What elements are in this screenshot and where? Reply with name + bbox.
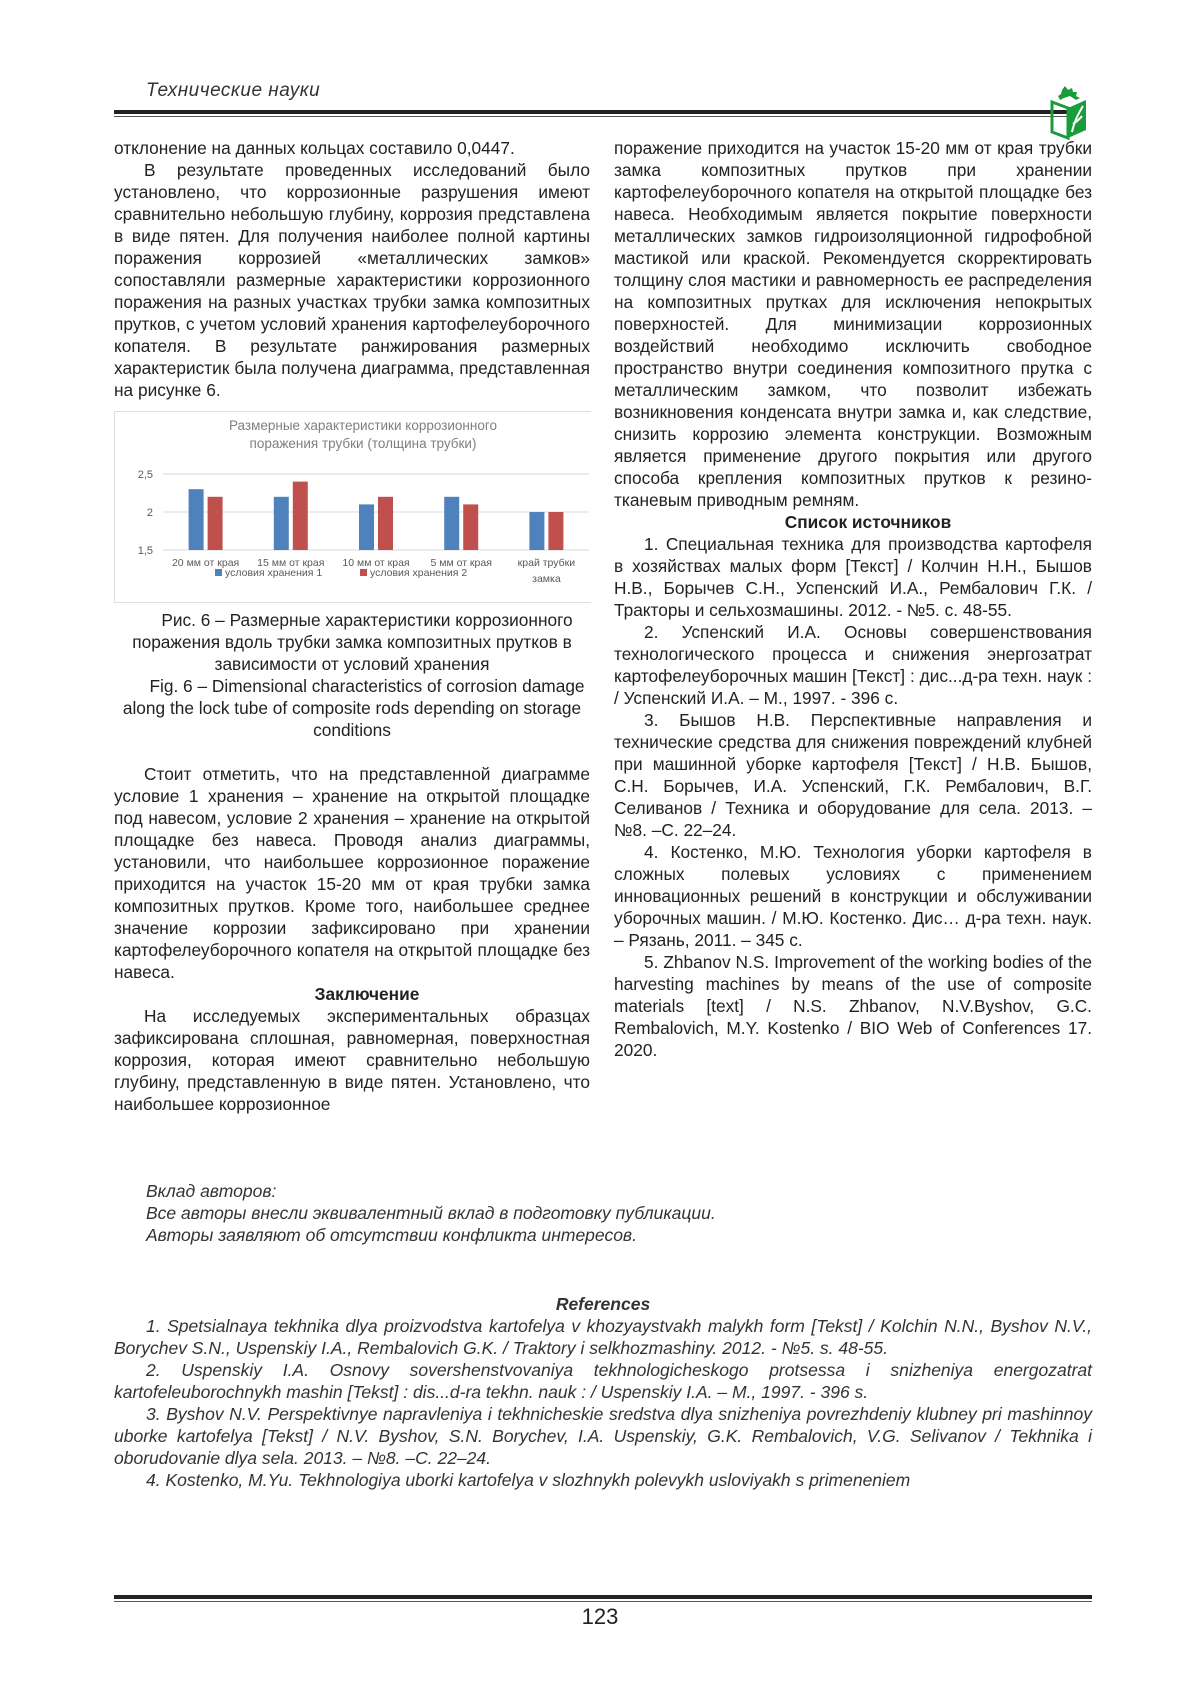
reference-item: 1. Специальная техника для производства картофеля в хозяйствах малых форм [Текст] / Колчин Н.Н., Бышов Н.В., Борычев С.Н., Успенский И.А., Рембалович Г.К. / Тракторы и сельхозмашины. 2012. - №5. с. 48-55. — [614, 534, 1092, 620]
y-tick-label: 2,5 — [137, 469, 153, 481]
x-tick-label: 10 мм от края — [342, 557, 410, 569]
conflict-of-interest: Авторы заявляют об отсутствии конфликта интересов. — [146, 1225, 637, 1245]
bar-1 — [189, 489, 204, 550]
x-tick-label: 5 мм от края — [430, 557, 492, 569]
right-column — [614, 137, 1092, 1061]
reference-item: 3. Бышов Н.В. Перспективные направления и технические средства для снижения повреждений клубней при машинной уборке картофеля [Текст] / Н.В. Бышов, С.Н. Борычев, И.А. Успенский, Г.К. Рембалович, В.Г. Селиванов / Техника и оборудование для села. 2013. – №8. –С. 22–24. — [614, 710, 1092, 840]
references-en-heading: References — [555, 1294, 651, 1314]
references-heading: Список источников — [784, 512, 952, 532]
y-tick-label: 2 — [146, 507, 153, 519]
left-column — [114, 137, 590, 1115]
x-tick-label: край трубки — [517, 557, 576, 569]
legend-label: условия хранения 1 — [225, 567, 323, 579]
y-tick-label: 1,5 — [137, 545, 153, 557]
legend-swatch — [360, 569, 367, 576]
bar-1 — [529, 512, 544, 550]
bar-1 — [274, 497, 289, 550]
references-en — [114, 1293, 1092, 1491]
legend-label: условия хранения 2 — [370, 567, 468, 579]
bar-2 — [378, 497, 393, 550]
reference-en-item: 3. Byshov N.V. Perspektivnye napravleniya i tekhnicheskie sredstva dlya snizheniya povrezhdeniy klubney pri mashinnoy uborke kartofelya [Tekst] / N.V. Byshov, S.N. Borychev, I.A. Uspenskiy, G.K. Rembalovich, V.G. Selivanov / Tekhnika i oborudovanie dlya sela. 2013. – №8. –C. 22–24. — [114, 1404, 1092, 1468]
chart-title: поражения трубки (толщина трубки) — [249, 436, 477, 451]
conclusion-heading: Заключение — [314, 984, 420, 1004]
bar-1 — [359, 504, 374, 550]
figure-caption-en: Fig. 6 – Dimensional characteristics of corrosion damage along the lock tube of composite rods depending on storage conditions — [122, 676, 585, 740]
footer-rule-thin — [114, 1601, 1092, 1602]
author-contribution-text: Все авторы внесли эквивалентный вклад в подготовку публикации. — [146, 1203, 716, 1223]
footer-rule — [114, 1595, 1092, 1599]
legend-swatch — [215, 569, 222, 576]
bar-2 — [293, 482, 308, 550]
reference-item: 2. Успенский И.А. Основы совершенствования технологического процесса и снижения энергозатрат картофелеуборочных машин [Текст] : дис...д-ра техн. наук : / Успенский И.А. – М., 1997. - 396 с. — [614, 622, 1092, 708]
x-tick-label: 15 мм от края — [257, 557, 325, 569]
journal-section-title: Технические науки — [146, 80, 321, 101]
header-rule — [114, 110, 1078, 114]
paragraph: В результате проведенных исследований было установлено, что коррозионные разрушения имеют сравнительно небольшую глубину, коррозия представлена в виде пятен. Для получения наиболее полной картины поражения коррозией «металлических замков» сопоставляли размерные характеристики коррозионного поражения на разных участках трубки замка композитных прутков, с учетом условий хранения картофелеуборочного копателя. В результате ранжирования размерных характеристик была получена диаграмма, представленная на рисунке 6. — [114, 160, 590, 400]
chart-title: Размерные характеристики коррозионного — [229, 418, 497, 433]
page-number: 123 — [581, 1604, 619, 1629]
x-tick-label: замка — [532, 573, 561, 585]
paragraph: Стоит отметить, что на представленной диаграмме условие 1 хранения – хранение на открытой площадке под навесом, условие 2 хранения – хранение на открытой площадке без навеса. Проводя анализ диаграммы, установили, что наибольшее коррозионное поражение приходится на участок 15-20 мм от края трубки замка композитных прутков. Кроме того, наибольшее среднее значение коррозии зафиксировано при хранении картофелеуборочного копателя на открытой площадке без навеса. — [114, 764, 590, 982]
header-rule-thin — [114, 116, 1078, 117]
x-tick-label: 20 мм от края — [171, 557, 240, 569]
journal-logo-icon — [1048, 84, 1092, 140]
author-contribution-label: Вклад авторов: — [146, 1181, 277, 1201]
reference-en-item: 1. Spetsialnaya tekhnika dlya proizvodstva kartofelya v khozyaystvakh malykh form [Tekst] / Kolchin N.N., Byshov N.V., Borychev S.N., Uspenskiy I.A., Rembalovich G.K. / Traktory i selkhozmashiny. 2012. - №5. s. 48-55. — [114, 1316, 1092, 1358]
reference-item: 5. Zhbanov N.S. Improvement of the working bodies of the harvesting machines by means of the use of composite materials [text] / N.S. Zhbanov, N.V.Byshov, G.C. Rembalovich, M.Y. Kostenko / BIO Web of Conferences 17. 2020. — [614, 952, 1092, 1060]
figure-caption-ru: Рис. 6 – Размерные характеристики коррозионного поражения вдоль трубки замка композитных прутков в зависимости от условий хранения — [132, 610, 573, 674]
paragraph: На исследуемых экспериментальных образцах зафиксирована сплошная, равномерная, поверхностная коррозия, которая имеют сравнительно небольшую глубину, представленную в виде пятен. Установлено, что наибольшее коррозионное — [114, 1006, 590, 1114]
bar-2 — [208, 497, 223, 550]
bar-2 — [463, 504, 478, 550]
reference-item: 4. Костенко, М.Ю. Технология уборки картофеля в сложных полевых условиях с применением инновационных решений в конструкции и обслуживании уборочных машин. / М.Ю. Костенко. Дис… д-ра техн. наук. – Рязань, 2011. – 345 с. — [614, 842, 1092, 950]
reference-en-item: 4. Kostenko, M.Yu. Tekhnologiya uborki kartofelya v slozhnykh polevykh usloviyakh s primeneniem — [146, 1470, 911, 1490]
bar-1 — [444, 497, 459, 550]
bar-chart — [115, 412, 591, 602]
paragraph: отклонение на данных кольцах составило 0,0447. — [114, 138, 515, 158]
bar-2 — [548, 512, 563, 550]
author-notes — [146, 1180, 716, 1246]
reference-en-item: 2. Uspenskiy I.A. Osnovy sovershenstvovaniya tekhnologicheskogo protsessa i snizheniya energozatrat kartofeleuborochnykh mashin [Tekst] : dis...d-ra tekhn. nauk : / Uspenskiy I.A. – M., 1997. - 396 s. — [114, 1360, 1092, 1402]
paragraph: поражение приходится на участок 15-20 мм от края трубки замка композитных прутков при хранении картофелеуборочного копателя на открытой площадке без навеса. Необходимым является покрытие поверхности металлических замков гидроизоляционной гидрофобной мастикой или краской. Рекомендуется скорректировать толщину слоя мастики и равномерность ее распределения на композитных прутках для исключения непокрытых поверхностей. Для минимизации коррозионных воздействий необходимо исключить свободное пространство внутри соединения композитного прутка с металлическим замком, что позволит избежать возникновения конденсата внутри замка и, как следствие, снизить коррозию элемента конструкции. Возможным является применение другого покрытия или другого способа крепления композитных прутков к резино-тканевым приводным ремням. — [614, 138, 1092, 510]
figure-6-chart — [114, 411, 591, 603]
